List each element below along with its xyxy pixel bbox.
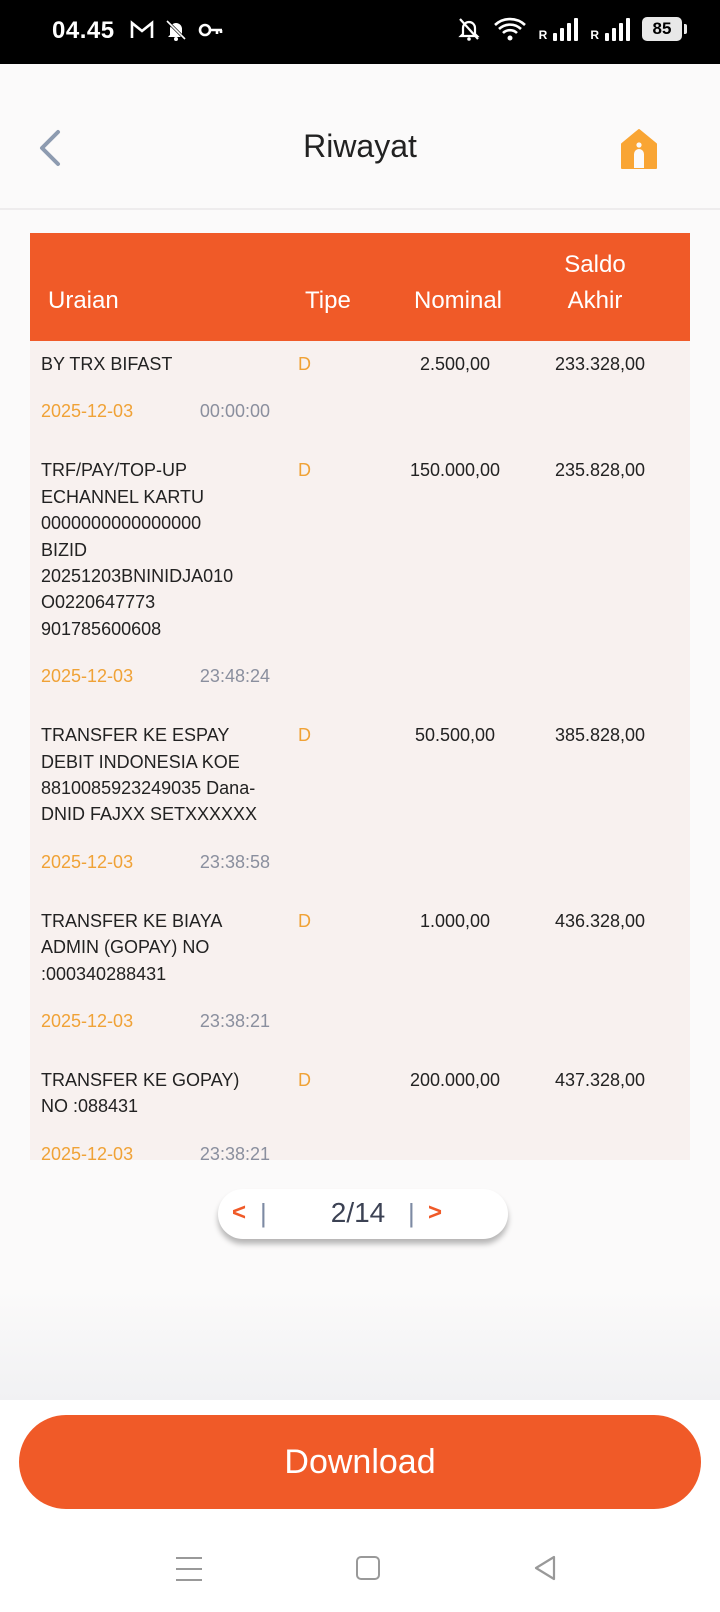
signal-icon: R — [539, 17, 579, 41]
transaction-type: D — [298, 910, 311, 931]
description-line: 8810085923249035 Dana- — [41, 778, 256, 798]
transaction-time: 00:00:00 — [199, 401, 270, 422]
transaction-time: 23:38:58 — [199, 851, 270, 872]
description-line: TRANSFER KE BIAYA — [41, 910, 223, 931]
column-header-uraian: Uraian — [48, 287, 119, 314]
description-line: :000340288431 — [41, 963, 167, 984]
gmail-icon — [130, 20, 154, 40]
pagination-divider: | — [260, 1198, 267, 1228]
description-line: NO :088431 — [41, 1096, 139, 1117]
transaction-amount: 200.000,00 — [409, 1069, 501, 1090]
battery-icon: 85 — [642, 17, 682, 41]
next-page-button[interactable]: > — [428, 1199, 443, 1226]
status-time: 04.45 — [52, 17, 115, 44]
column-header-nominal: Nominal — [413, 287, 503, 314]
transaction-type: D — [298, 1069, 311, 1090]
transaction-date: 2025-12-03 — [41, 851, 134, 872]
ending-balance: 235.828,00 — [554, 460, 646, 481]
transaction-time: 23:48:24 — [199, 666, 270, 687]
ending-balance: 437.328,00 — [554, 1069, 646, 1090]
recent-apps-button[interactable] — [176, 1557, 202, 1581]
transaction-description — [41, 722, 281, 828]
download-button[interactable]: Download — [19, 1415, 701, 1509]
transaction-time: 23:38:21 — [199, 1143, 270, 1160]
transaction-time: 23:38:21 — [199, 1010, 270, 1031]
table-body — [30, 341, 690, 1160]
system-home-button[interactable] — [356, 1556, 380, 1580]
page-title: Riwayat — [303, 128, 417, 164]
table-row — [30, 712, 690, 898]
description-line: 901785600608 — [41, 618, 162, 639]
column-header-tipe: Tipe — [305, 287, 351, 314]
system-nav-bar — [0, 1540, 720, 1600]
transaction-amount: 1.000,00 — [419, 910, 491, 931]
previous-page-button[interactable]: < — [232, 1199, 247, 1226]
transaction-date: 2025-12-03 — [41, 666, 134, 687]
transaction-amount: 150.000,00 — [409, 460, 501, 481]
description-line: BIZID — [41, 539, 88, 560]
ending-balance: 436.328,00 — [554, 910, 646, 931]
pagination — [218, 1189, 508, 1239]
description-line: TRANSFER KE ESPAY — [41, 725, 230, 746]
bell-off-icon — [164, 18, 188, 42]
transaction-type: D — [298, 460, 311, 481]
ending-balance: 233.328,00 — [554, 354, 646, 374]
table-row — [30, 447, 690, 712]
home-icon — [620, 128, 658, 170]
description-line: 0000000000000000 — [41, 513, 202, 534]
transaction-description — [41, 908, 281, 987]
page-indicator: 2/14 — [330, 1197, 386, 1228]
transaction-description — [41, 457, 281, 642]
table-row — [30, 898, 690, 1057]
column-header-saldo-akhir: Saldo Akhir — [564, 251, 626, 314]
home-button[interactable] — [620, 128, 658, 170]
description-line: ECHANNEL KARTU — [41, 486, 205, 507]
pagination-divider: | — [408, 1198, 415, 1228]
description-line: 20251203BNINIDJA010 — [41, 566, 234, 587]
ending-balance: 385.828,00 — [554, 725, 646, 746]
transaction-date: 2025-12-03 — [41, 401, 134, 422]
transaction-description — [41, 1067, 281, 1120]
description-line: TRF/PAY/TOP-UP — [41, 460, 188, 481]
transaction-date: 2025-12-03 — [41, 1010, 134, 1031]
description-line: TRANSFER KE GOPAY) — [41, 1069, 240, 1090]
table-row — [30, 341, 690, 447]
transaction-type: D — [298, 354, 311, 374]
transaction-amount: 2.500,00 — [419, 354, 491, 374]
table-header — [30, 233, 690, 341]
wifi-icon — [493, 16, 527, 42]
transaction-date: 2025-12-03 — [41, 1143, 134, 1160]
description-line: ADMIN (GOPAY) NO — [41, 937, 210, 958]
transaction-table — [30, 233, 690, 1160]
app-header — [0, 64, 720, 210]
description-line: BY TRX BIFAST — [41, 354, 173, 374]
description-line: O0220647773 — [41, 592, 156, 613]
content-fade — [0, 1290, 720, 1400]
transaction-amount: 50.500,00 — [414, 725, 496, 746]
transaction-description — [41, 351, 281, 377]
signal-icon: R — [590, 17, 630, 41]
description-line: DNID FAJXX SETXXXXXX — [41, 804, 258, 825]
status-bar — [0, 0, 720, 64]
description-line: DEBIT INDONESIA KOE — [41, 751, 240, 772]
system-back-icon[interactable] — [532, 1554, 558, 1582]
table-row — [30, 1057, 690, 1160]
bell-off-icon — [457, 16, 481, 42]
key-icon — [198, 20, 224, 40]
transaction-type: D — [298, 725, 311, 746]
